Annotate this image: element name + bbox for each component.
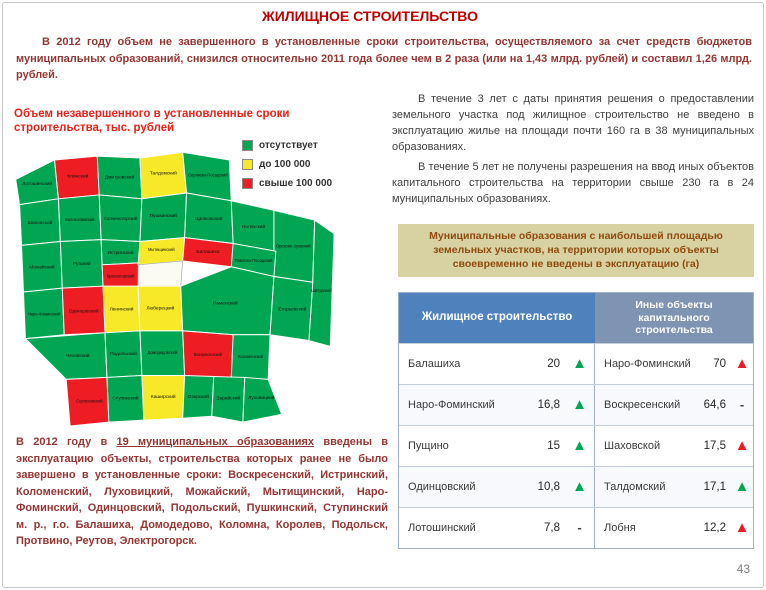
map-region-label: Луховицкий: [248, 395, 275, 401]
map-region-label: Щелковский: [195, 217, 223, 223]
table-row: [399, 343, 753, 384]
map-region-label: Лотошинский: [22, 182, 52, 188]
trend-arrow-icon: ▲: [734, 437, 750, 455]
map-region: [231, 335, 270, 380]
map-region-label: Пушкинский: [149, 214, 177, 220]
table-row: [399, 507, 753, 548]
cell-value: 70: [713, 357, 726, 370]
cell-name: Балашиха: [408, 357, 461, 370]
table-title-box: Муниципальные образования с наибольшей площадью земельных участков, на территории которых объекты своевременно не введены в эксплуатацию (га): [398, 224, 754, 277]
map-region-label: Волоколамский: [65, 217, 95, 223]
map-region-label: Зарайский: [216, 396, 241, 402]
map-region-label: Озерский: [187, 394, 209, 400]
cell-value: 15: [547, 439, 560, 452]
map-region: [138, 286, 183, 331]
legend-label: отсутствует: [259, 140, 318, 151]
map-region-label: Красногорский: [106, 273, 135, 279]
map-region-label: Солнечногорский: [104, 216, 137, 222]
right-paragraph-2: В течение 5 лет не получены разрешения на ввод иных объектов капитального строительства на территории свыше 230 га в 24 муниципальных образованиях.: [392, 161, 754, 205]
cell-value: 17,1: [703, 480, 726, 493]
cell-name: Одинцовский: [408, 480, 476, 493]
legend-swatch-yellow: [242, 159, 253, 170]
table-row: [399, 466, 753, 507]
cell-name: Пущино: [408, 439, 449, 452]
map-region-label: Раменский: [213, 301, 238, 307]
map-region-label: Подольский: [110, 352, 137, 358]
legend-swatch-green: [242, 140, 253, 151]
map-region: [212, 376, 245, 422]
cell-value: 16,8: [537, 398, 560, 411]
table-header-row: [399, 293, 753, 343]
trend-arrow-icon: ▲: [572, 437, 587, 455]
map-region: [183, 331, 233, 380]
trend-arrow-icon: ▲: [734, 478, 750, 496]
bottom-paragraph-underlined: 19 муниципальных образованиях: [116, 436, 315, 448]
map-region-label: Серпуховский: [76, 398, 103, 404]
page-number: 43: [736, 562, 750, 576]
cell-name: Лобня: [604, 521, 636, 534]
trend-arrow-icon: -: [577, 520, 582, 536]
cell-trend: [731, 467, 753, 507]
cell-trend: [565, 385, 595, 425]
map-region-label: Клинский: [67, 174, 89, 180]
map-region: [270, 276, 313, 340]
cell-trend: [565, 467, 595, 507]
bottom-paragraph-prefix: В 2012 году в: [16, 436, 117, 448]
cell-trend: [565, 426, 595, 466]
cell-value: 12,2: [703, 521, 726, 534]
map-region-label: Павлово-Посадский: [234, 257, 273, 263]
trend-arrow-icon: ▲: [572, 396, 587, 414]
map-region: [138, 238, 185, 265]
cell-trend: [731, 385, 753, 425]
map-region-label: Дмитровский: [104, 175, 135, 181]
map-section-header: Объем незавершенного в установленные сроки строительства, тыс. рублей: [14, 108, 290, 135]
bottom-paragraph: [16, 434, 388, 550]
map-region: [22, 242, 63, 292]
map-region: [107, 375, 144, 422]
map-region: [23, 288, 64, 338]
trend-arrow-icon: -: [739, 397, 745, 413]
map-region: [105, 331, 142, 378]
map-region: [62, 286, 105, 335]
table-header-other-objects: Иные объекты капитального строительства: [595, 293, 753, 343]
cell-name: Воскресенский: [604, 398, 681, 411]
map-region-label: Ногинский: [241, 224, 266, 230]
page-title: ЖИЛИЩНОЕ СТРОИТЕЛЬСТВО: [262, 8, 478, 24]
table-header-housing: Жилищное строительство: [399, 293, 595, 343]
table-row: [399, 384, 753, 425]
cell-value: 7,8: [544, 521, 560, 534]
cell-value: 20: [547, 357, 560, 370]
right-paragraph-1: В течение 3 лет с даты принятия решения о предоставлении земельного участка под жилищное строительство не введено в эксплуатацию жилье на площади почти 160 га в 38 муниципальных образованиях.: [392, 93, 754, 153]
map-region: [231, 201, 276, 251]
trend-arrow-icon: ▲: [572, 355, 587, 373]
trend-arrow-icon: ▲: [572, 478, 587, 496]
map-region-label: Каширский: [150, 394, 176, 400]
cell-trend: [731, 344, 753, 384]
map-region: [140, 193, 187, 242]
cell-trend: [565, 344, 595, 384]
cell-value: 10,8: [537, 480, 560, 493]
cell-value: 64,6: [703, 398, 726, 411]
trend-arrow-icon: ▲: [734, 355, 750, 373]
map-region: [140, 331, 185, 376]
cell-name: Наро-Фоминский: [604, 357, 691, 370]
cell-name: Шаховской: [604, 439, 661, 452]
map-region-label: Мытищинский: [148, 247, 175, 253]
map-region-label: Ступинский: [112, 396, 139, 402]
map-region-label: Можайский: [29, 265, 55, 271]
map-legend: [242, 140, 332, 197]
map-region-label: Коломенский: [238, 354, 264, 360]
map-region: [103, 286, 140, 333]
map-region: [181, 267, 274, 335]
map-region-label: Люберецкий: [146, 306, 175, 312]
map-region: [99, 195, 142, 242]
legend-label: свыше 100 000: [259, 178, 333, 189]
map-region-label: Рузский: [72, 261, 91, 267]
map-region: [140, 152, 187, 199]
map-region: [58, 195, 101, 242]
map-region: [60, 240, 103, 289]
map-region: [97, 156, 142, 199]
map-region: [66, 377, 109, 426]
map-region-label: Воскресенский: [193, 352, 223, 358]
moscow-city-region: [138, 261, 183, 286]
map-region-label: Сергиево-Посадский: [188, 172, 228, 178]
map-region-label: Шаховской: [27, 221, 53, 227]
map-region-label: Егорьевский: [278, 307, 307, 313]
map-region-label: Чеховский: [66, 354, 90, 360]
map-region-label: Одинцовский: [68, 309, 99, 315]
cell-name: Наро-Фоминский: [408, 398, 495, 411]
map-region: [142, 375, 185, 420]
table-row: [399, 425, 753, 466]
legend-item: [242, 159, 332, 170]
cell-trend: [565, 508, 595, 548]
map-region-label: Талдомский: [149, 171, 177, 177]
map-region: [185, 193, 234, 243]
map-region: [101, 240, 140, 265]
bottom-paragraph-rest: введены в эксплуатацию объекты, строительства которых ранее не было завершено в установленные сроки: Воскресенский, Истринский, Коломенский, Луховицкий, Можайский, Мытищинский, Наро-Фоминский, Одинцовский, Подольский, Пушкинский, Ступинский м. р., г.о. Балашиха, Домодедово, Коломна, Королев, Подольск, Протвино, Реутов, Электрогорск.: [16, 436, 388, 547]
cell-name: Лотошинский: [408, 521, 476, 534]
legend-swatch-red: [242, 178, 253, 189]
map-region: [274, 210, 315, 282]
map-region: [25, 333, 107, 380]
cell-value: 17,5: [703, 439, 726, 452]
map-region: [183, 375, 214, 418]
map-region-label: Истринский: [107, 251, 134, 257]
map-region-label: Балашиха: [196, 250, 220, 256]
map-region: [55, 156, 100, 199]
trend-arrow-icon: ▲: [734, 519, 750, 537]
cell-trend: [731, 508, 753, 548]
legend-item: [242, 140, 332, 151]
map-region-label: Домодедовский: [147, 350, 178, 356]
map-region: [20, 199, 61, 246]
legend-item: [242, 178, 332, 189]
legend-label: до 100 000: [259, 159, 311, 170]
cell-name: Талдомский: [604, 480, 666, 493]
map-region-label: Шатурский: [311, 288, 332, 293]
map-region: [16, 160, 59, 205]
municipalities-table: [398, 292, 754, 549]
map-region-label: Ленинский: [109, 307, 134, 313]
cell-trend: [731, 426, 753, 466]
map-region-label: Наро-Фоминский: [27, 311, 60, 317]
map-region: [102, 263, 139, 286]
map-region: [243, 377, 282, 422]
intro-paragraph: В 2012 году объем не завершенного в установленные сроки строительства, осуществляемого за счет средств бюджетов муниципальных образований, снизился относительно 2011 года более чем в 2 раза (или на 1,43 млрд. рублей) и составил 1,26 млрд. рублей.: [16, 36, 752, 81]
map-region-label: Орехово-Зуевский: [275, 243, 311, 249]
